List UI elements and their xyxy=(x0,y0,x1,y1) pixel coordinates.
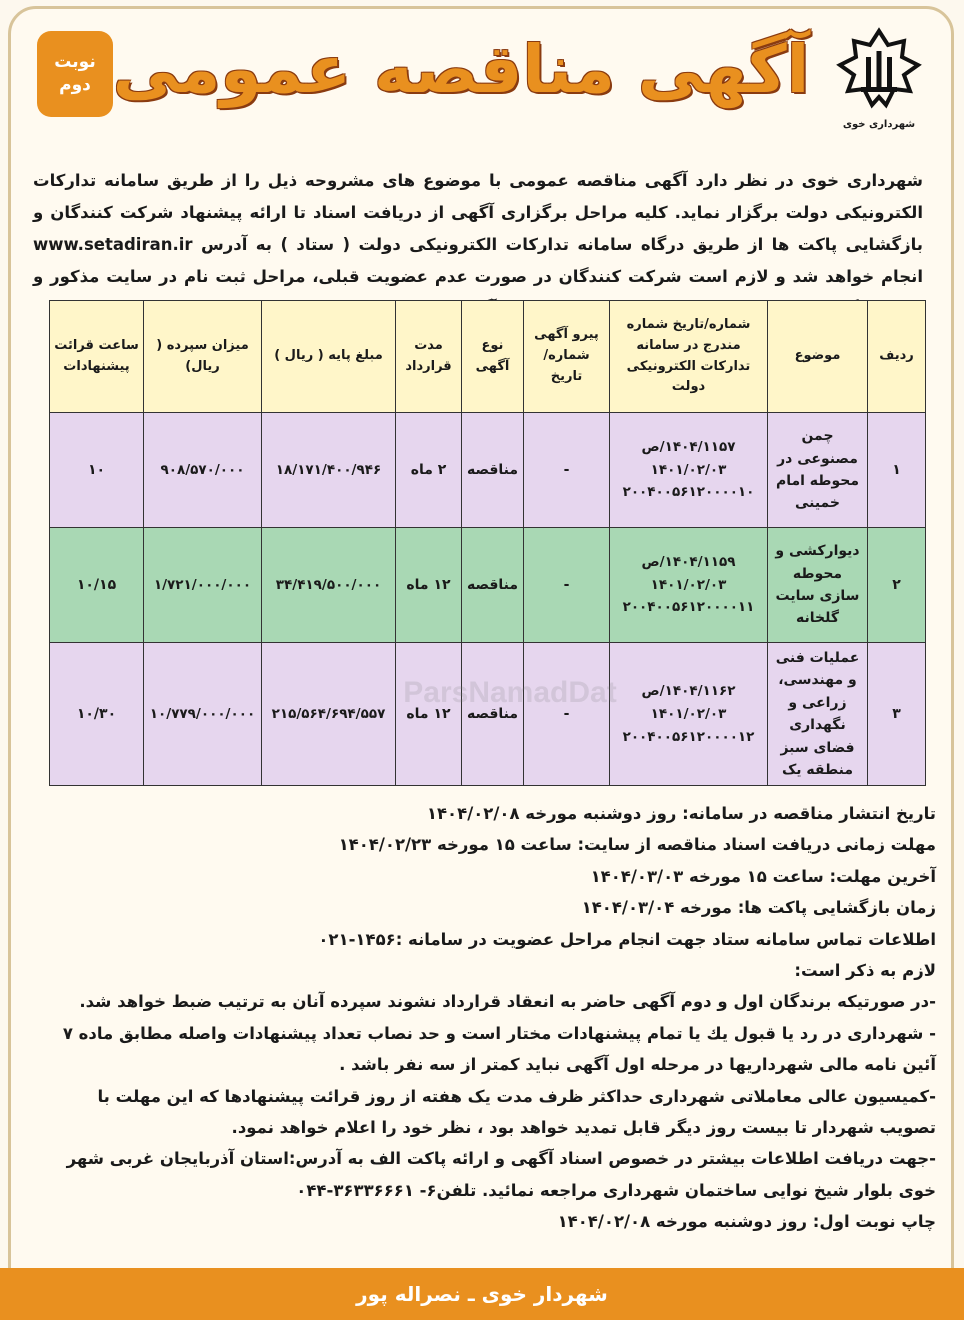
detail-contact: اطلاعات تماس سامانه ستاد جهت انجام مراحل عضویت در سامانه :۱۴۵۶-۰۲۱ xyxy=(318,929,936,949)
cell-number xyxy=(610,528,768,643)
cell-deposit: ۱۰/۷۷۹/۰۰۰/۰۰۰ xyxy=(144,643,262,786)
detail-note-4: -جهت دریافت اطلاعات بیشتر در خصوص اسناد آگهی و ارائه پاکت الف به آدرس:استان آذربایجان غربی شهر خوی بلوار شیخ نوایی ساختمان شهرداری مراجعه نمائید. تلفن۶- ۳۶۳۳۶۶۶۱-۰۴۴ xyxy=(66,1149,936,1200)
cell-type: مناقصه xyxy=(462,528,524,643)
khoy-municipality-emblem-icon xyxy=(836,27,922,117)
detail-note-2: - شهرداری در رد یا قبول یك یا تمام پیشنهادات مختار است و حد نصاب تعداد پیشنهادات واصله مطابق ماده ۷ آئین نامه مالی شهرداریها در مرحله اول آگهی نباید کمتر از سه نفر باشد . xyxy=(62,1023,936,1075)
cell-ref: - xyxy=(524,413,610,528)
table-row xyxy=(50,528,926,643)
cell-type: مناقصه xyxy=(462,643,524,786)
cell-number-line3: ۲۰۰۴۰۰۵۶۱۲۰۰۰۰۱۱ xyxy=(622,599,755,616)
cell-number-line2: ۱۴۰۱/۰۲/۰۳ xyxy=(650,576,727,593)
header-ref: پیرو آگهی شماره/تاریخ xyxy=(524,301,610,413)
cell-type: مناقصه xyxy=(462,413,524,528)
header-row-number: ردیف xyxy=(868,301,926,413)
page-title: آگهی مناقصه عمومی xyxy=(112,31,810,108)
cell-number-line1: ۱۴۰۴/۱۱۶۲/ص xyxy=(641,682,736,699)
cell-row-number: ۳ xyxy=(868,643,926,786)
cell-number-line2: ۱۴۰۱/۰۲/۰۳ xyxy=(650,461,727,478)
cell-base-amount: ۲۱۵/۵۶۴/۶۹۴/۵۵۷ xyxy=(262,643,396,786)
cell-opening-time: ۱۰ xyxy=(50,413,144,528)
detail-note-heading: لازم به ذکر است: xyxy=(794,961,936,981)
badge-line2: دوم xyxy=(59,75,91,95)
cell-row-number: ۲ xyxy=(868,528,926,643)
cell-duration: ۱۲ ماه xyxy=(396,643,462,786)
cell-base-amount: ۳۴/۴۱۹/۵۰۰/۰۰۰ xyxy=(262,528,396,643)
tender-table xyxy=(49,300,926,786)
cell-duration: ۲ ماه xyxy=(396,413,462,528)
table-row xyxy=(50,413,926,528)
details-section xyxy=(46,798,936,1238)
header-subject: موضوع xyxy=(768,301,868,413)
round-badge xyxy=(37,31,113,117)
cell-number xyxy=(610,413,768,528)
municipality-logo xyxy=(831,27,927,145)
cell-number-line2: ۱۴۰۱/۰۲/۰۳ xyxy=(650,705,727,722)
detail-document-deadline: مهلت زمانی دریافت اسناد مناقصه از سایت: ساعت ۱۵ مورخه ۱۴۰۴/۰۲/۲۳ xyxy=(338,835,936,855)
cell-deposit: ۹۰۸/۵۷۰/۰۰۰ xyxy=(144,413,262,528)
cell-duration: ۱۲ ماه xyxy=(396,528,462,643)
header-number: شماره/تاریخ شماره مندرج در سامانه تدارکات الکترونیکی دولت xyxy=(610,301,768,413)
header-deposit: میزان سپرده ( ریال) xyxy=(144,301,262,413)
table-header-row xyxy=(50,301,926,413)
badge-line1: نوبت xyxy=(54,52,96,73)
cell-subject: چمن مصنوعی در محوطه امام خمینی xyxy=(768,413,868,528)
cell-number-line1: ۱۴۰۴/۱۱۵۹/ص xyxy=(641,553,736,570)
header-opening-time: ساعت قرائت پیشنهادات xyxy=(50,301,144,413)
cell-number-line3: ۲۰۰۴۰۰۵۶۱۲۰۰۰۰۱۲ xyxy=(622,728,755,745)
detail-final-deadline: آخرین مهلت: ساعت ۱۵ مورخه ۱۴۰۴/۰۳/۰۳ xyxy=(590,866,936,886)
logo-caption: شهرداری خوی xyxy=(842,119,916,130)
detail-first-print: چاپ نوبت اول: روز دوشنبه مورخه ۱۴۰۴/۰۲/۰۸ xyxy=(557,1212,936,1232)
cell-ref: - xyxy=(524,528,610,643)
cell-number-line3: ۲۰۰۴۰۰۵۶۱۲۰۰۰۰۱۰ xyxy=(622,484,755,501)
header-type: نوع آگهی xyxy=(462,301,524,413)
intro-paragraph: شهرداری خوی در نظر دارد آگهی مناقصه عمومی با موضوع های مشروحه ذیل را از طریق سامانه تدارکات الکترونیکی دولت برگزار نماید. کلیه مراحل برگزاری آگهی از دریافت اسناد تا ارائه پیشنهاد شرکت کنندگان و بازگشایی پاکت ها از طریق درگاه سامانه تدارکات الکترونیکی دولت ( ستاد ) به آدرس www.setadiran.ir انجام خواهد شد و لازم است شرکت کنندگان در صورت عدم عضویت قبلی، مراحل ثبت نام در سایت مذکور و دریافت گواهی امضای الکترونیکی را جهت شرکت در آگهی محقق سازند. xyxy=(33,171,923,318)
cell-number-line1: ۱۴۰۴/۱۱۵۷/ص xyxy=(641,438,736,455)
cell-opening-time: ۱۰/۱۵ xyxy=(50,528,144,643)
cell-subject: عملیات فنی و مهندسی، زراعی و نگهداری فضای سبز منطقه یک xyxy=(768,643,868,786)
cell-base-amount: ۱۸/۱۷۱/۴۰۰/۹۴۶ xyxy=(262,413,396,528)
header-base-amount: مبلغ پایه ( ریال ) xyxy=(262,301,396,413)
cell-opening-time: ۱۰/۳۰ xyxy=(50,643,144,786)
cell-ref: - xyxy=(524,643,610,786)
cell-subject: دیوارکشی و محوطه سازی سایت گلخانه xyxy=(768,528,868,643)
cell-number xyxy=(610,643,768,786)
detail-publish-date: تاریخ انتشار مناقصه در سامانه: روز دوشنبه مورخه ۱۴۰۴/۰۲/۰۸ xyxy=(426,804,936,823)
header-duration: مدت قرارداد xyxy=(396,301,462,413)
detail-note-3: -کمیسیون عالی معاملاتی شهرداری حداکثر ظرف مدت یک هفته از روز قرائت پیشنهادها که این مهلت با تصویب شهردار تا بیست روز دیگر قابل تمدید خواهد بود ، نظر خود را اعلام خواهد نمود. xyxy=(97,1086,936,1138)
cell-row-number: ۱ xyxy=(868,413,926,528)
footer-signature: شهردار خوی ـ نصراله پور xyxy=(0,1268,964,1320)
cell-deposit: ۱/۷۲۱/۰۰۰/۰۰۰ xyxy=(144,528,262,643)
table-row xyxy=(50,643,926,786)
detail-opening-date: زمان بازگشایی پاکت ها: مورخه ۱۴۰۴/۰۳/۰۴ xyxy=(581,898,936,918)
header xyxy=(11,9,951,159)
detail-note-1: -در صورتیکه برندگان اول و دوم آگهی حاضر به انعقاد قرارداد نشوند سپرده آنان به ترتیب ضبط خواهد شد. xyxy=(79,992,936,1012)
